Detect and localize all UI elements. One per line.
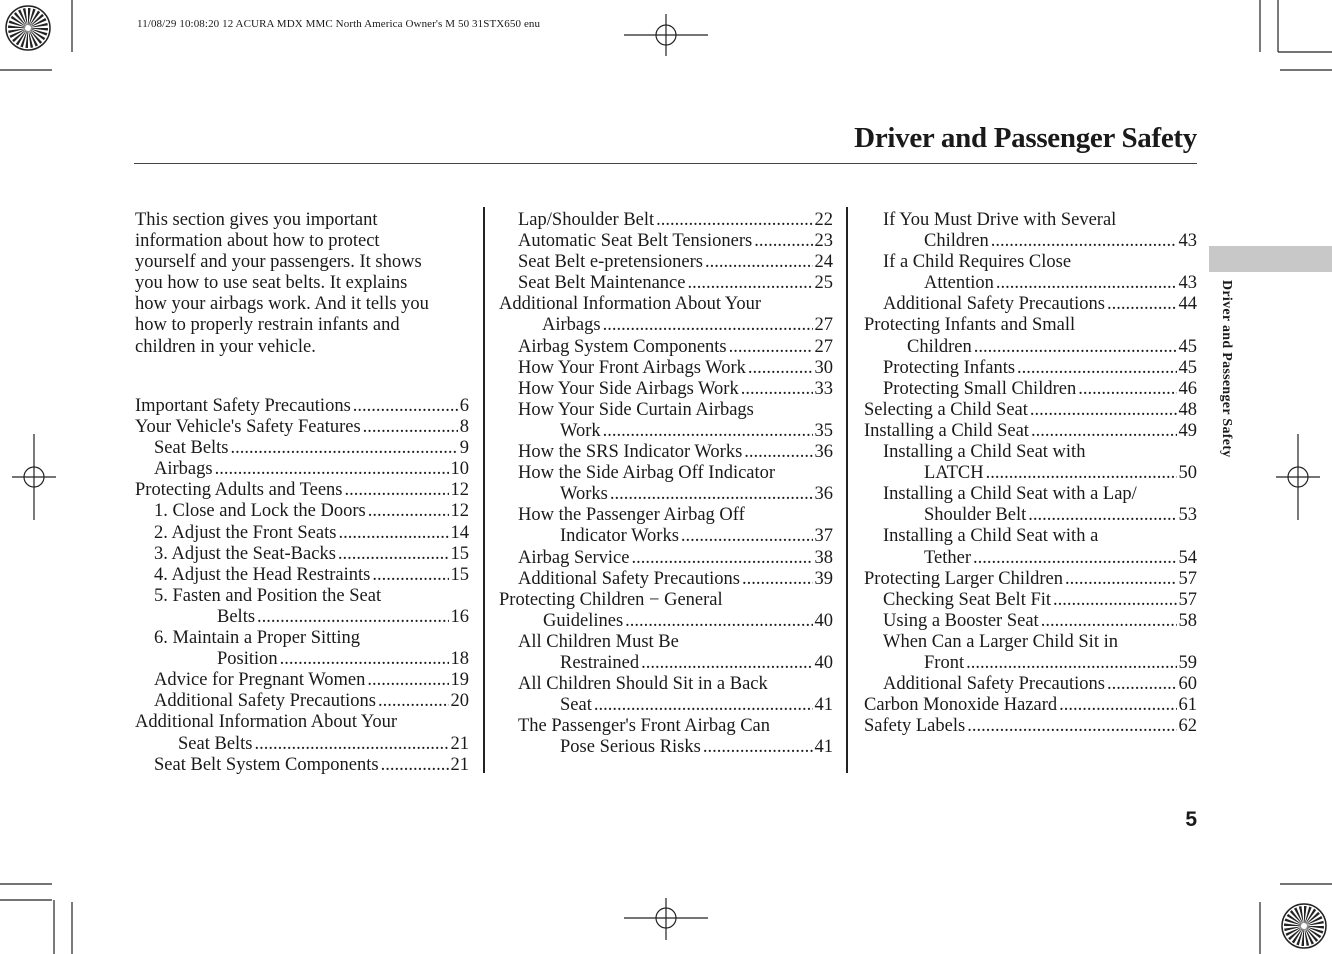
toc-entry-title: Seat Belt e-pretensioners (518, 252, 703, 273)
toc-entry-title: 3. Adjust the Seat-Backs (154, 543, 336, 564)
toc-entry[interactable] (135, 438, 469, 459)
toc-entry[interactable] (864, 421, 1197, 442)
registration-target-right (1276, 434, 1320, 520)
toc-entry[interactable] (135, 480, 469, 501)
toc-entry-title: Position (217, 649, 278, 670)
toc-entry[interactable] (864, 273, 1197, 294)
toc-entry-title: Shoulder Belt (924, 505, 1027, 526)
toc-entry-title: Carbon Monoxide Hazard (864, 695, 1058, 716)
toc-entry-title: Safety Labels (864, 716, 966, 737)
toc-entry[interactable] (864, 716, 1197, 737)
toc-page-number: 50 (1178, 463, 1197, 484)
toc-page-number: 43 (1178, 231, 1197, 252)
toc-entry-title: Additional Safety Precautions (518, 568, 740, 589)
toc-entry[interactable] (135, 501, 469, 522)
toc-column-3 (864, 210, 1197, 737)
toc-leader-dots (381, 755, 449, 776)
toc-entry-title: Restrained (560, 652, 640, 673)
toc-entry[interactable] (135, 691, 469, 712)
toc-page-number: 37 (814, 526, 833, 547)
toc-leader-dots (1107, 294, 1177, 315)
toc-entry[interactable] (135, 396, 469, 417)
toc-leader-dots (345, 480, 449, 501)
toc-page-number: 14 (450, 522, 469, 543)
toc-leader-dots (610, 484, 813, 505)
toc-leader-dots (741, 379, 813, 400)
intro-line: children in your vehicle. (135, 336, 316, 357)
toc-entry-heading: How the Passenger Airbag Off (518, 505, 745, 526)
toc-entry[interactable] (499, 653, 833, 674)
toc-entry-title: Automatic Seat Belt Tensioners (518, 231, 753, 252)
toc-leader-dots (255, 734, 449, 755)
toc-page-number: 36 (814, 442, 833, 463)
toc-page-number: 44 (1178, 294, 1197, 315)
toc-entry-title: Additional Safety Precautions (883, 674, 1105, 695)
toc-page-number: 46 (1178, 378, 1197, 399)
intro-line: how your airbags work. And it tells you (135, 294, 429, 315)
toc-entry-title: Guidelines (543, 610, 624, 631)
toc-entry-title: Seat Belts (178, 733, 253, 754)
toc-column-1 (135, 396, 469, 776)
toc-leader-dots (363, 417, 458, 438)
toc-page-number: 6 (459, 396, 469, 416)
registration-target-left (12, 434, 56, 520)
intro-line: information about how to protect (135, 231, 380, 252)
toc-page-number: 15 (450, 543, 469, 564)
toc-leader-dots (603, 421, 813, 442)
toc-page-number: 16 (450, 606, 469, 627)
toc-entry-title: Belts (217, 606, 256, 627)
toc-entry-heading: Installing a Child Seat with a Lap/ (883, 484, 1137, 505)
toc-leader-dots (1028, 505, 1176, 526)
toc-leader-dots (1053, 590, 1176, 611)
toc-leader-dots (996, 273, 1177, 294)
toc-entry[interactable] (499, 695, 833, 716)
toc-entry-title: Additional Safety Precautions (883, 294, 1105, 315)
toc-entry-title: Protecting Adults and Teens (135, 480, 343, 501)
toc-leader-dots (625, 611, 812, 632)
toc-page-number: 59 (1178, 652, 1197, 673)
toc-leader-dots (705, 252, 813, 273)
registration-target-bottom (624, 898, 708, 940)
toc-leader-dots (1031, 421, 1177, 442)
toc-entry-heading: All Children Must Be (518, 631, 679, 652)
toc-leader-dots (372, 565, 448, 586)
toc-entry[interactable] (864, 463, 1197, 484)
toc-entry-title: Indicator Works (560, 526, 679, 547)
toc-entry-title: Pose Serious Risks (560, 737, 701, 758)
intro-line: you how to use seat belts. It explains (135, 273, 408, 294)
toc-entry[interactable] (864, 653, 1197, 674)
toc-entry-title: Additional Safety Precautions (154, 691, 376, 712)
toc-entry[interactable] (499, 484, 833, 505)
toc-entry[interactable] (864, 400, 1197, 421)
toc-leader-dots (966, 653, 1176, 674)
intro-line: yourself and your passengers. It shows (135, 252, 422, 273)
toc-page-number: 21 (450, 733, 469, 754)
toc-page-number: 53 (1178, 505, 1197, 526)
toc-entry-title: Tether (924, 547, 971, 568)
toc-entry-heading: How the Side Airbag Off Indicator (518, 463, 776, 484)
toc-page-number: 58 (1178, 610, 1197, 631)
toc-entry-heading: 6. Maintain a Proper Sitting (154, 628, 361, 649)
toc-entry[interactable] (135, 755, 469, 776)
toc-entry-heading: Additional Information About Your (135, 712, 398, 733)
toc-entry[interactable] (864, 695, 1197, 716)
toc-leader-dots (368, 501, 449, 522)
toc-page-number: 15 (450, 564, 469, 585)
toc-page-number: 27 (814, 315, 833, 336)
toc-entry[interactable] (864, 358, 1197, 379)
toc-entry-heading: How Your Side Curtain Airbags (518, 399, 754, 420)
toc-leader-dots (215, 459, 449, 480)
toc-page-number: 19 (450, 670, 469, 691)
toc-entry-title: Seat (560, 695, 592, 716)
toc-entry-title: How the SRS Indicator Works (518, 442, 743, 463)
toc-leader-dots (687, 273, 812, 294)
toc-entry-title: Airbag Service (518, 547, 630, 568)
toc-entry[interactable] (135, 523, 469, 544)
toc-page-number: 18 (450, 649, 469, 670)
toc-page-number: 41 (814, 737, 833, 758)
toc-leader-dots (257, 607, 448, 628)
toc-entry[interactable] (499, 337, 833, 358)
toc-entry[interactable] (135, 544, 469, 565)
toc-page-number: 40 (814, 610, 833, 631)
toc-entry-title: Selecting a Child Seat (864, 399, 1028, 420)
toc-leader-dots (748, 358, 813, 379)
toc-page-number: 27 (814, 336, 833, 357)
toc-entry[interactable] (499, 421, 833, 442)
toc-leader-dots (656, 210, 812, 231)
toc-page-number: 45 (1178, 357, 1197, 378)
column-divider (846, 207, 848, 773)
toc-page-number: 30 (814, 357, 833, 378)
toc-page-number: 22 (814, 210, 833, 230)
toc-entry-title: Your Vehicle's Safety Features (135, 417, 361, 438)
toc-entry-title: 1. Close and Lock the Doors (154, 501, 366, 522)
toc-page-number: 61 (1178, 695, 1197, 716)
toc-entry[interactable] (864, 379, 1197, 400)
toc-leader-dots (378, 691, 449, 712)
column-divider (483, 207, 485, 773)
starburst-mark-bottom-right (1282, 904, 1326, 948)
toc-entry-title: Protecting Infants (883, 357, 1016, 378)
page-number: 5 (1185, 808, 1197, 831)
toc-leader-dots (338, 523, 448, 544)
toc-leader-dots (594, 695, 813, 716)
toc-page-number: 60 (1178, 674, 1197, 695)
toc-entry-heading: 5. Fasten and Position the Seat (154, 585, 382, 606)
toc-entry-title: How Your Front Airbags Work (518, 357, 746, 378)
toc-entry-title: Attention (924, 273, 994, 294)
toc-entry[interactable] (864, 505, 1197, 526)
toc-entry-title: Works (560, 484, 608, 505)
toc-entry-heading: If You Must Drive with Several (883, 210, 1117, 230)
toc-entry-title: Important Safety Precautions (135, 396, 351, 416)
toc-entry[interactable] (135, 670, 469, 691)
toc-entry[interactable] (864, 674, 1197, 695)
toc-page-number: 12 (450, 501, 469, 522)
toc-entry[interactable] (864, 548, 1197, 569)
toc-entry-title: Checking Seat Belt Fit (883, 589, 1052, 610)
toc-entry[interactable] (864, 294, 1197, 315)
toc-leader-dots (754, 231, 812, 252)
toc-entry-title: How Your Side Airbags Work (518, 378, 739, 399)
toc-page-number: 57 (1178, 589, 1197, 610)
toc-leader-dots (729, 337, 813, 358)
toc-entry-title: Airbag System Components (518, 336, 727, 357)
toc-entry[interactable] (499, 210, 833, 231)
toc-entry-title: Seat Belts (154, 438, 229, 459)
toc-entry[interactable] (499, 526, 833, 547)
toc-entry[interactable] (135, 734, 469, 755)
toc-entry-heading: Protecting Children − General (499, 589, 723, 610)
toc-page-number: 57 (1178, 568, 1197, 589)
intro-line: how to properly restrain infants and (135, 315, 400, 336)
toc-entry[interactable] (135, 607, 469, 628)
toc-page-number: 21 (450, 754, 469, 775)
toc-page-number: 23 (814, 231, 833, 252)
toc-leader-dots (681, 526, 813, 547)
toc-page-number: 12 (450, 480, 469, 501)
toc-entry-title: Protecting Larger Children (864, 568, 1063, 589)
toc-column-2 (499, 210, 833, 758)
toc-entry-title: Front (924, 652, 965, 673)
toc-page-number: 35 (814, 420, 833, 441)
toc-leader-dots (631, 548, 812, 569)
toc-entry[interactable] (864, 590, 1197, 611)
toc-entry-title: 4. Adjust the Head Restraints (154, 564, 371, 585)
toc-entry[interactable] (499, 231, 833, 252)
toc-page-number: 33 (814, 378, 833, 399)
toc-entry-title: Children (907, 336, 972, 357)
toc-leader-dots (973, 548, 1177, 569)
toc-entry[interactable] (864, 611, 1197, 632)
toc-entry-heading: The Passenger's Front Airbag Can (518, 716, 771, 737)
toc-page-number: 45 (1178, 336, 1197, 357)
toc-entry[interactable] (499, 379, 833, 400)
page-title: Driver and Passenger Safety (854, 122, 1197, 154)
toc-page-number: 62 (1178, 716, 1197, 737)
toc-entry-heading: Installing a Child Seat with (883, 442, 1086, 463)
toc-entry[interactable] (499, 273, 833, 294)
toc-page-number: 38 (814, 547, 833, 568)
starburst-mark-top-left (6, 6, 50, 50)
toc-entry[interactable] (135, 417, 469, 438)
toc-leader-dots (231, 438, 458, 459)
toc-leader-dots (1017, 358, 1176, 379)
title-rule (134, 163, 1197, 164)
toc-entry[interactable] (499, 569, 833, 590)
section-tab-label: Driver and Passenger Safety (1219, 280, 1234, 458)
toc-page-number: 54 (1178, 547, 1197, 568)
toc-page-number: 48 (1178, 399, 1197, 420)
registration-target-top (624, 14, 708, 56)
toc-entry-title: Protecting Small Children (883, 378, 1077, 399)
toc-entry[interactable] (135, 565, 469, 586)
toc-leader-dots (338, 544, 449, 565)
toc-leader-dots (742, 569, 813, 590)
toc-entry-title: Work (560, 420, 601, 441)
toc-leader-dots (974, 337, 1177, 358)
toc-leader-dots (641, 653, 812, 674)
toc-leader-dots (280, 649, 449, 670)
toc-leader-dots (986, 463, 1177, 484)
toc-leader-dots (991, 231, 1177, 252)
toc-entry[interactable] (499, 252, 833, 273)
toc-entry[interactable] (864, 337, 1197, 358)
toc-entry-title: Seat Belt System Components (154, 754, 379, 775)
toc-page-number: 25 (814, 273, 833, 294)
toc-entry-title: 2. Adjust the Front Seats (154, 522, 337, 543)
toc-page-number: 8 (459, 417, 469, 438)
toc-entry-title: Installing a Child Seat (864, 420, 1029, 441)
toc-entry-heading: Additional Information About Your (499, 294, 762, 315)
toc-leader-dots (1078, 379, 1176, 400)
toc-leader-dots (1065, 569, 1177, 590)
toc-page-number: 49 (1178, 420, 1197, 441)
toc-entry[interactable] (499, 737, 833, 758)
toc-leader-dots (367, 670, 448, 691)
toc-leader-dots (353, 396, 458, 417)
toc-page-number: 39 (814, 568, 833, 589)
intro-line: This section gives you important (135, 210, 378, 230)
toc-entry-title: Children (924, 231, 989, 252)
toc-entry-title: Seat Belt Maintenance (518, 273, 686, 294)
toc-leader-dots (703, 737, 813, 758)
toc-leader-dots (744, 442, 812, 463)
toc-entry[interactable] (135, 649, 469, 670)
intro-paragraph (135, 210, 475, 358)
toc-entry-title: Lap/Shoulder Belt (518, 210, 655, 230)
toc-entry-title: Using a Booster Seat (883, 610, 1039, 631)
toc-entry-title: Airbags (542, 315, 601, 336)
print-job-line: 11/08/29 10:08:20 12 ACURA MDX MMC North America Owner's M 50 31STX650 enu (137, 18, 541, 30)
toc-entry[interactable] (499, 442, 833, 463)
section-tab (1209, 246, 1332, 272)
toc-leader-dots (1059, 695, 1176, 716)
toc-entry[interactable] (499, 548, 833, 569)
toc-page-number: 24 (814, 252, 833, 273)
toc-leader-dots (1107, 674, 1177, 695)
toc-entry-heading: Protecting Infants and Small (864, 315, 1076, 336)
toc-entry[interactable] (499, 315, 833, 336)
toc-page-number: 10 (450, 459, 469, 480)
toc-page-number: 41 (814, 695, 833, 716)
toc-page-number: 43 (1178, 273, 1197, 294)
toc-entry-heading: All Children Should Sit in a Back (518, 674, 768, 695)
toc-entry[interactable] (864, 569, 1197, 590)
toc-entry-heading: If a Child Requires Close (883, 252, 1072, 273)
toc-entry-heading: When Can a Larger Child Sit in (883, 631, 1118, 652)
toc-leader-dots (1030, 400, 1177, 421)
toc-entry-title: LATCH (924, 463, 984, 484)
toc-page-number: 20 (450, 691, 469, 712)
toc-leader-dots (603, 315, 813, 336)
toc-entry[interactable] (499, 611, 833, 632)
toc-page-number: 40 (814, 652, 833, 673)
toc-entry[interactable] (499, 358, 833, 379)
toc-entry[interactable] (864, 231, 1197, 252)
toc-entry-title: Airbags (154, 459, 213, 480)
toc-leader-dots (1041, 611, 1177, 632)
toc-entry-title: Advice for Pregnant Women (154, 670, 366, 691)
toc-entry-heading: Installing a Child Seat with a (883, 526, 1099, 547)
toc-page-number: 36 (814, 484, 833, 505)
toc-leader-dots (967, 716, 1176, 737)
toc-entry[interactable] (135, 459, 469, 480)
toc-page-number: 9 (459, 438, 469, 459)
